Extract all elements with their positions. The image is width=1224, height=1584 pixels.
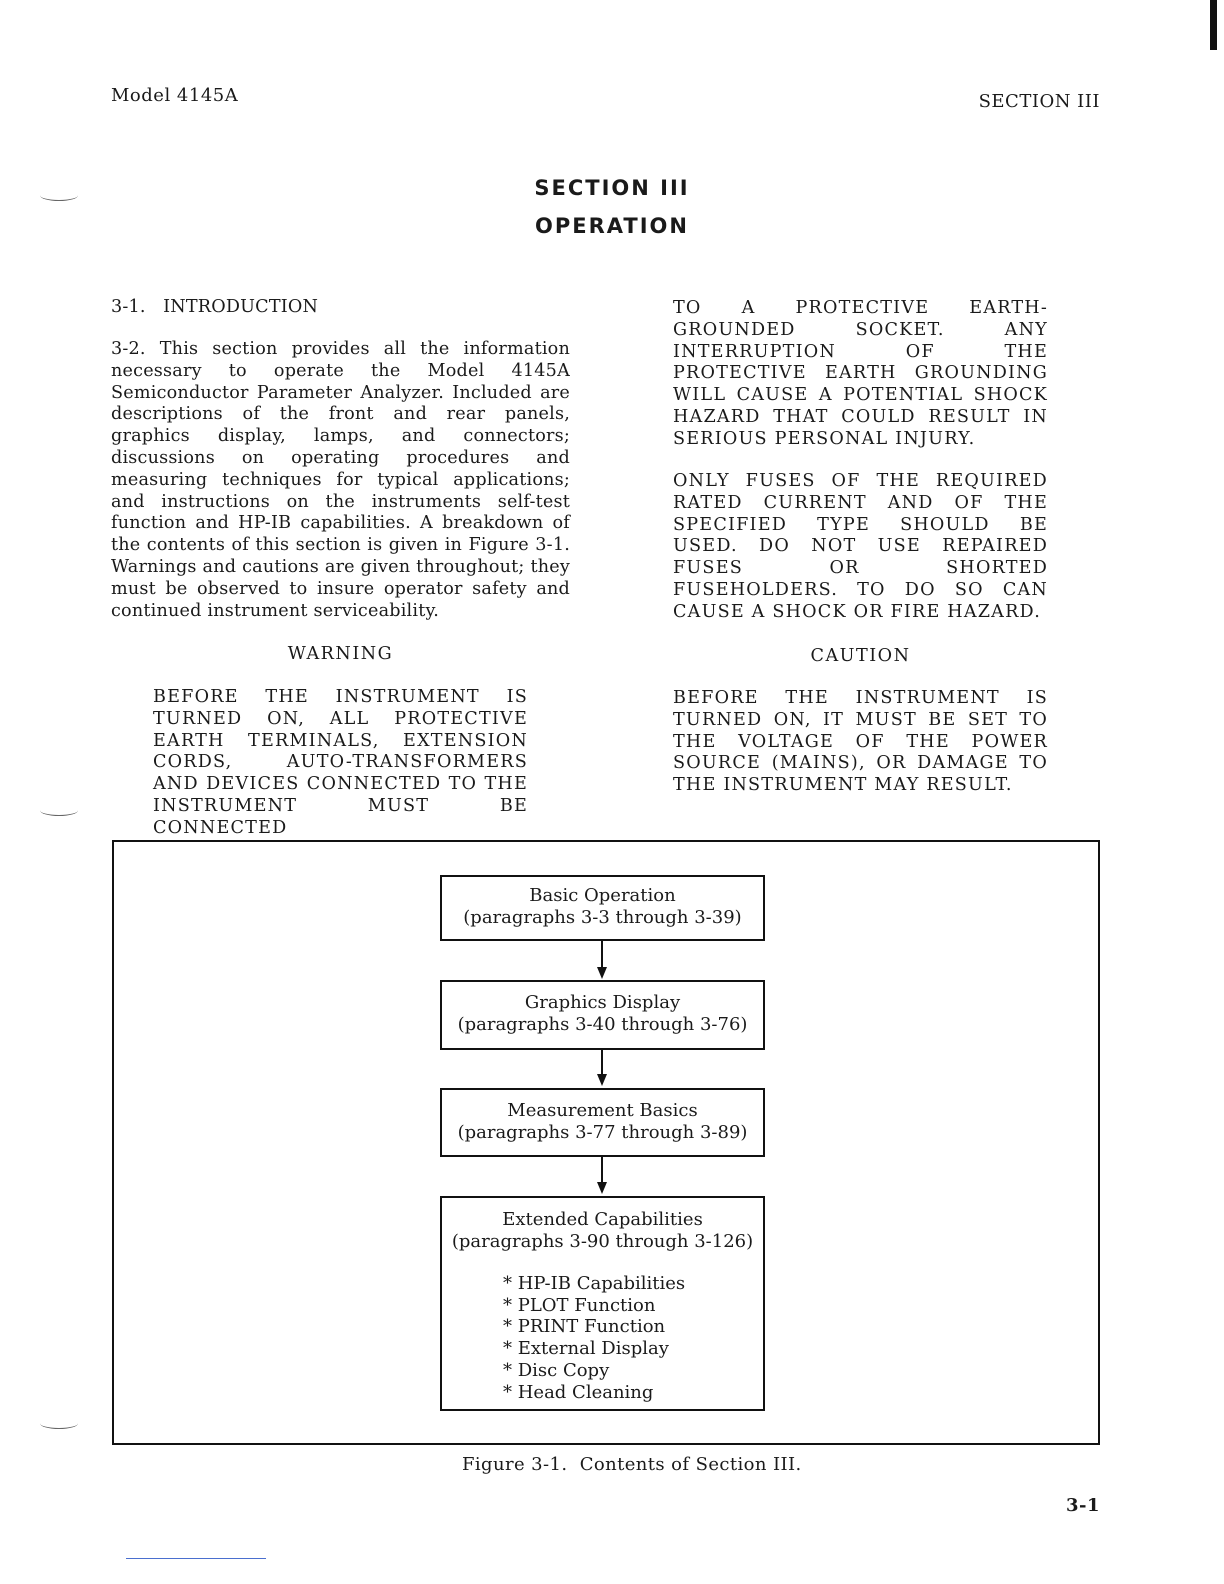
margin-mark-middle	[40, 805, 78, 816]
intro-heading: 3-1. INTRODUCTION	[111, 297, 319, 317]
list-item: * External Display	[503, 1338, 669, 1360]
box-title: Extended Capabilities	[502, 1209, 703, 1230]
flow-arrow-3	[601, 1157, 603, 1184]
list-item: * PRINT Function	[503, 1316, 666, 1338]
flow-arrow-2	[601, 1050, 603, 1076]
header-section: SECTION III	[978, 91, 1100, 112]
fuses-warning-text: ONLY FUSES OF THE REQUIRED RATED CURRENT AND OF THE SPECIFIED TYPE SHOULD BE USED. DO NOT USE REPAIRED FUSES OR SHORTED FUSEHOLDERS. TO DO SO CAN CAUSE A SHOCK OR FIRE HAZARD.	[673, 471, 1048, 622]
flow-box-graphics-display	[440, 980, 765, 1050]
flow-arrowhead-2	[597, 1074, 607, 1086]
warning-text-part2: TO A PROTECTIVE EARTH-GROUNDED SOCKET. ANY INTERRUPTION OF THE PROTECTIVE EARTH GROUNDING WILL CAUSE A POTENTIAL SHOCK HAZARD THAT COULD RESULT IN SERIOUS PERSONAL INJURY.	[673, 298, 1048, 449]
list-item: * Disc Copy	[503, 1359, 610, 1381]
flow-box-extended-capabilities	[440, 1196, 765, 1411]
capabilities-list	[503, 1273, 763, 1403]
box-range: (paragraphs 3-3 through 3-39)	[463, 907, 742, 928]
figure-caption: Figure 3-1. Contents of Section III.	[462, 1454, 802, 1475]
flow-arrow-1	[601, 941, 603, 969]
flow-arrowhead-1	[597, 967, 607, 979]
warning-label: WARNING	[287, 644, 394, 664]
header-model: Model 4145A	[111, 85, 239, 106]
margin-mark-bottom	[40, 1418, 78, 1429]
box-range: (paragraphs 3-90 through 3-126)	[451, 1231, 754, 1252]
flow-box-basic-operation	[440, 875, 765, 941]
binding-edge-bar	[1210, 0, 1217, 50]
flow-box-measurement-basics	[440, 1088, 765, 1157]
box-title: Measurement Basics	[507, 1100, 698, 1121]
caution-text: BEFORE THE INSTRUMENT IS TURNED ON, IT MUST BE SET TO THE VOLTAGE OF THE POWER SOURCE (MAINS), OR DAMAGE TO THE INSTRUMENT MAY RESULT.	[673, 688, 1048, 796]
caution-label: CAUTION	[810, 646, 911, 666]
warning-text-part1: BEFORE THE INSTRUMENT IS TURNED ON, ALL PROTECTIVE EARTH TERMINALS, EXTENSION CORDS, AUTO-TRANSFORMERS AND DEVICES CONNECTED TO THE INSTRUMENT MUST BE CONNECTED	[153, 687, 528, 838]
flow-arrowhead-3	[597, 1182, 607, 1194]
footer-rule	[126, 1558, 266, 1559]
list-item: * Head Cleaning	[503, 1381, 654, 1403]
box-range: (paragraphs 3-77 through 3-89)	[457, 1122, 748, 1143]
list-item: * PLOT Function	[503, 1294, 656, 1316]
box-title: Basic Operation	[529, 885, 676, 906]
intro-paragraph: 3-2. This section provides all the information necessary to operate the Model 4145A Semiconductor Parameter Analyzer. Included are descriptions of the front and rear panels, graphics display, lamps, and connectors; discussions on operating procedures and measuring techniques for typical applications; and instructions on the instruments self-test function and HP-IB capabilities. A breakdown of the contents of this section is given in Figure 3-1. Warnings and cautions are given throughout; they must be observed to insure operator safety and continued instrument serviceability.	[111, 339, 570, 621]
section-subtitle: OPERATION	[535, 214, 689, 238]
box-title: Graphics Display	[524, 992, 681, 1013]
box-range: (paragraphs 3-40 through 3-76)	[457, 1014, 748, 1035]
list-item: * HP-IB Capabilities	[503, 1273, 686, 1294]
section-title: SECTION III	[534, 176, 690, 200]
page-number: 3-1	[1065, 1495, 1100, 1516]
